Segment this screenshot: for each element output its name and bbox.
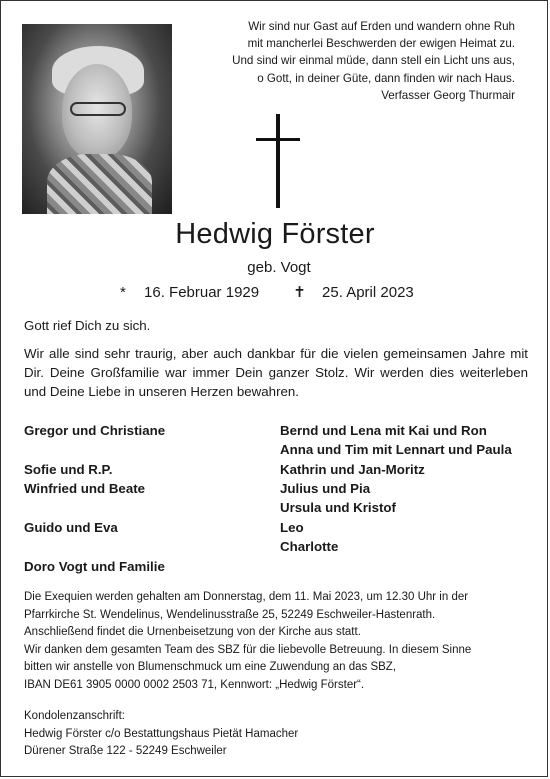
- cross-icon: [276, 114, 280, 208]
- family-left-4: Guido und Eva: [24, 520, 118, 535]
- birth-date: 16. Februar 1929: [144, 284, 260, 301]
- poem-line: o Gott, in deiner Güte, dann finden wir nach Haus.: [257, 71, 515, 85]
- family-left-5: Doro Vogt und Familie: [24, 559, 165, 574]
- poem-line: Und sind wir einmal müde, dann stell ein Licht uns aus,: [232, 54, 515, 68]
- condolence-line: Kondolenzanschrift:: [24, 710, 126, 722]
- family-right-2: Anna und Tim mit Lennart und Paula: [280, 442, 512, 457]
- family-left-3: Winfried und Beate: [24, 481, 146, 496]
- family-right-7: Charlotte: [280, 539, 339, 554]
- condolence-address: [24, 708, 298, 761]
- poem-line: Wir sind nur Gast auf Erden und wandern ohne Ruh: [248, 20, 515, 33]
- service-line: bitten wir anstelle von Blumenschmuck um eine Zuwendung an das SBZ,: [24, 661, 397, 673]
- service-line: Anschließend findet die Urnenbeisetzung von der Kirche aus statt.: [24, 626, 361, 638]
- maiden-name: geb. Vogt: [247, 259, 311, 276]
- service-line: Pfarrkirche St. Wendelinus, Wendelinusstraße 25, 52249 Eschweiler-Hastenrath.: [24, 608, 436, 621]
- service-line: Die Exequien werden gehalten am Donnerstag, dem 11. Mai 2023, um 12.30 Uhr in der: [24, 591, 469, 603]
- family-right-1: Bernd und Lena mit Kai und Ron: [280, 423, 487, 438]
- service-line: IBAN DE61 3905 0000 0002 2503 71, Kennwort: „Hedwig Förster“.: [24, 678, 365, 691]
- condolence-line: Dürener Straße 122 - 52249 Eschweiler: [24, 745, 227, 757]
- birth-symbol: *: [120, 284, 126, 301]
- opening-line: Gott rief Dich zu sich.: [24, 318, 151, 333]
- family-right-5: Ursula und Kristof: [280, 500, 396, 515]
- poem-line: mit mancherlei Beschwerden der ewigen Heimat zu.: [247, 37, 515, 51]
- portrait-photo: [22, 24, 172, 214]
- death-date: 25. April 2023: [322, 284, 414, 301]
- cross-icon-bar: [256, 138, 300, 141]
- life-dates: [120, 283, 414, 301]
- message-body: Wir alle sind sehr traurig, aber auch dankbar für die vielen gemeinsamen Jahre mit Dir. Deine Großfamilie war immer Dein ganzer Stolz. Wir werden dies weiterleben und Deine Liebe in unseren Herzen bewahren.: [24, 346, 528, 399]
- family-left-1: Gregor und Christiane: [24, 423, 166, 438]
- condolence-line: Hedwig Förster c/o Bestattungshaus Pietät Hamacher: [24, 727, 299, 740]
- family-right-4: Julius und Pia: [280, 481, 371, 496]
- poem: [225, 18, 515, 104]
- family-right-6: Leo: [280, 520, 304, 535]
- poem-author: Verfasser Georg Thurmair: [381, 88, 515, 102]
- family-right-3: Kathrin und Jan-Moritz: [280, 462, 425, 477]
- deceased-name: Hedwig Förster: [175, 218, 375, 250]
- family-left-2: Sofie und R.P.: [24, 462, 113, 477]
- service-line: Wir danken dem gesamten Team des SBZ für die liebevolle Betreuung. In diesem Sinne: [24, 643, 472, 656]
- death-symbol: ✝: [293, 284, 306, 301]
- service-info: [24, 589, 471, 694]
